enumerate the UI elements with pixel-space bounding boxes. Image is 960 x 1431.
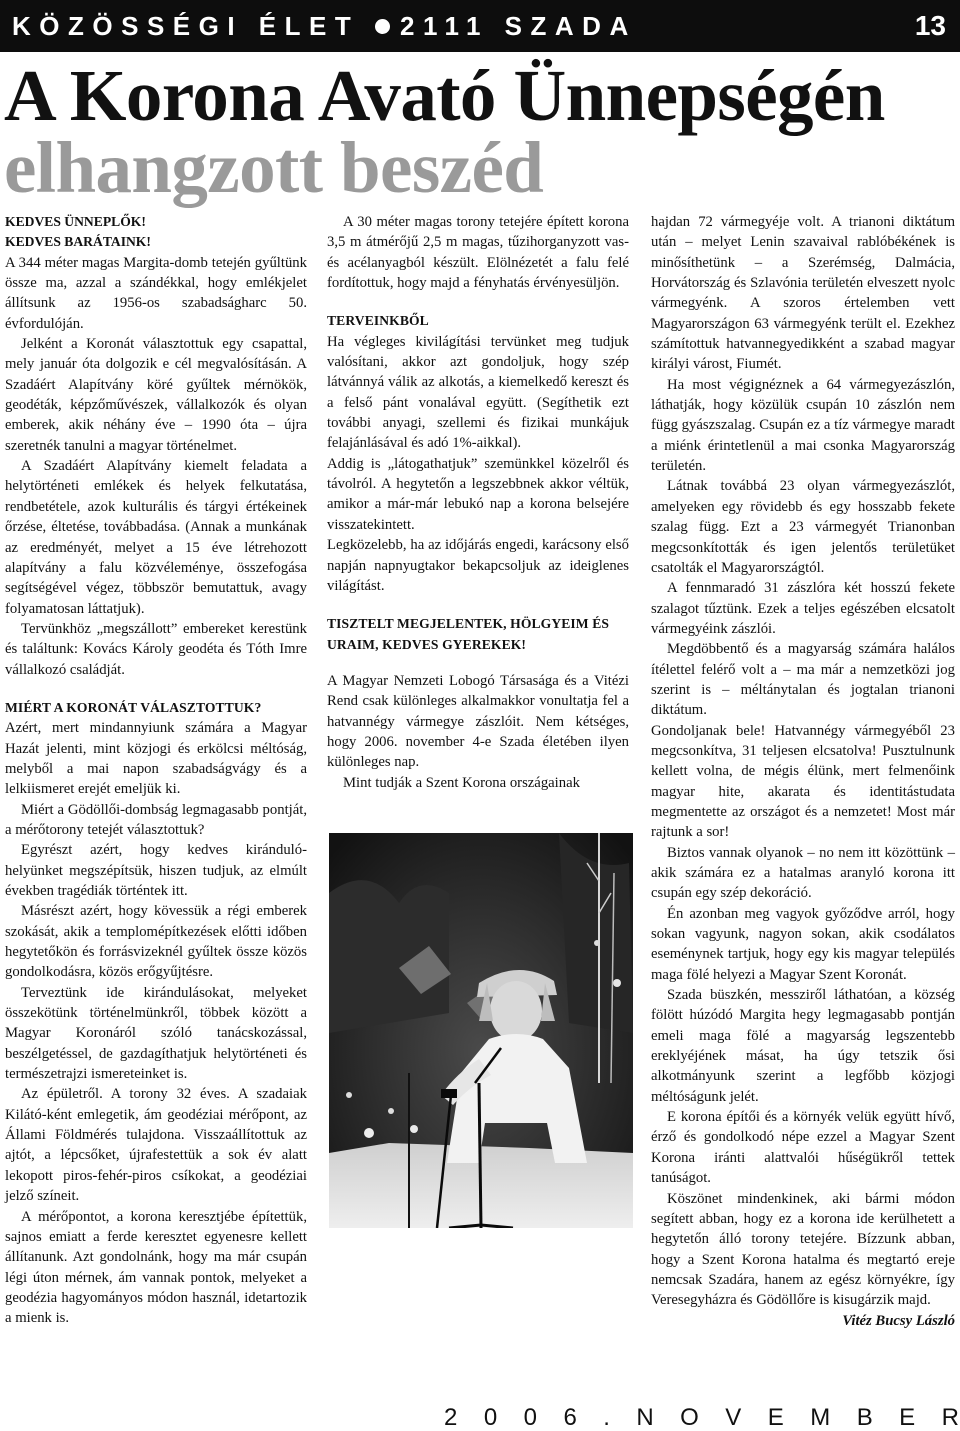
event-photo [329, 833, 633, 1228]
paragraph: A fennmaradó 31 zászlóra két hosszú fekete szalagot tűztünk. Ezek a teljes egészében elcsatolt vármegyéink zászlói. [651, 580, 955, 637]
section-title [12, 11, 637, 42]
paragraph: Én azonban meg vagyok győződve arról, hogy sokan vagyunk, nagyon sokan, akik csodálatos eseménynek tartjuk, hogy egy kis magyar település maga fölé helyezi a Magyar Szent Koronát. [651, 905, 955, 983]
paragraph: Ha végleges kivilágítási tervünket meg tudjuk valósítani, akkor azt gondoljuk, hogy szép látvánnyá válik az alkotás, a kiemelkedő kereszt és a felső pánt vonalával együtt. (Segíthetik ezt további anyagi, szellemi és fizikai munkájuk felajánlásával és adó 1%-aikkal). [327, 333, 629, 452]
date-char: B [856, 1404, 873, 1431]
date-char: O [680, 1404, 699, 1431]
paragraph: Addig is „látogathatjuk” szemünkkel közelről és távolról. A hegytetőn a legszebbnek akkor véltük, amikor a már-már lebukó nap a korona belsejére visszatekintett. [327, 455, 629, 533]
paragraph: Mint tudják a Szent Korona országainak [343, 774, 580, 791]
date-char: 0 [523, 1404, 537, 1431]
paragraph: Köszönet mindenkinek, aki bármi módon segített abban, hogy ez a korona ide kerülhetett a hegytetőn álló torony tetejére. Bízzunk abban, hogy a Szent Korona hatalma és megtartó ereje nemcsak Szadára, hanem az egész környékre, így Veresegyházra és Gödöllőre is kisugárzik majd. [651, 1190, 955, 1309]
bullet-icon [375, 19, 390, 34]
paragraph: Azért, mert mindannyiunk számára a Magyar Hazát jelenti, mint közjogi és erkölcsi méltóság, melyből a mai napon szabadságvágy és a lelkiismeret erejét emeljük ki. [5, 720, 307, 798]
article-column-2 [327, 212, 629, 793]
paragraph: hajdan 72 vármegyéje volt. A trianoni diktátum után – melyet Lenin szavaival rablóbékének is minősíthetünk – a Szerémség, Dalmácia, Horvátország és Szlavónia területén elveszett nyolc vármegyénk. A szoros értelemben vett Magyarországon 63 vármegyénk terült el. Ezekhez számítottuk hatvannegyedikként a szabad magyar királyi várost, Fiumét. [651, 214, 955, 373]
paragraph: Terveztünk ide kirándulásokat, melyeket összekötünk történelmünkről, többek között a Magyar Koronáról szóló tanácskozással, beszélgetéssel, de gazdagíthatjuk helytörténeti és természetrajzi ismereteinket is. [5, 984, 307, 1083]
section-header-bar [0, 0, 960, 52]
date-char: E [899, 1404, 916, 1431]
paragraph: E korona építői és a környék velük együtt hívő, érző és gondolkodó népe ezzel a Magyar Szent Korona iránti alattvalói hűségükről tettek tanúságot. [651, 1109, 955, 1187]
headline-line-1: A Korona Avató Ünnepségén [4, 55, 885, 136]
paragraph: A 30 méter magas torony tetejére épített korona 3,5 m átmérőjű 2,5 m magas, tűzihorganyzott vas- és acélanyagból készült. Elölnézetét a falu felé fordítottuk, hogy majd a fényhatás érvényesüljön. [327, 214, 629, 292]
paragraph: Biztos vannak olyanok – no nem itt közöttünk – akik számára ez a hatalmas aranyló korona itt csupán egy szép dekoráció. [651, 844, 955, 902]
date-char: 2 [444, 1404, 458, 1431]
date-char: R [941, 1404, 959, 1431]
date-char: M [810, 1404, 831, 1431]
date-char: 0 [483, 1404, 498, 1431]
date-char: N [636, 1404, 654, 1431]
paragraph: A 344 méter magas Margita-domb tetején gyűltünk össze ma, azzal a szándékkal, hogy emlékjelet állítsunk az 1956-os szabadságharc 50. évfordulóján. [5, 254, 307, 332]
paragraph: Megdöbbentő és a magyarság számára halálos ítélettel felérő volt a – ma már a nemzetközi jog szerint is – méltánytalan és jogtalan trianoni diktátum. [651, 641, 955, 719]
author-signature: Vitéz Bucsy László [842, 1312, 955, 1329]
subheading: MIÉRT A KORONÁT VÁLASZTOTTUK? [5, 699, 262, 715]
paragraph: Tervünkhöz „megszállott” embereket kerestünk és találtunk: Kovács Károly geodéta és Tóth Imre vállalkozó családját. [5, 620, 307, 678]
date-char: V [725, 1404, 742, 1431]
paragraph: Gondoljanak bele! Hatvannégy vármegyéből 23 megcsonkítva, 31 teljesen elcsatolva! Pusztulnunk kellett volna, de mégis élünk, mert felmenőink magyar hite, akarata és identitástudata megmentette az országot és a nemzetet! Most már rajtunk a sor! [651, 722, 955, 841]
paragraph: A mérőpontot, a korona keresztjébe építettük, sajnos emiatt a ferde keresztet egyenesre kellett állítanunk. Azt gondolnánk, hogy ma már csupán légi úton mérnek, ám vannak pontok, melyeket a geodézia hagyományos módon használ, idetartozik a mienk is. [5, 1208, 307, 1327]
paragraph: Miért a Gödöllői-dombság legmagasabb pontját, a mérőtorony tetejét választottuk? [5, 801, 307, 838]
paragraph: Másrészt azért, hogy kövessük a régi emberek szokását, akik a templomépítkezések előtti időben hegytetőkön és forrásvizeknél gyűltek össze közös gondolkodásra, közös erőgyűjtésre. [5, 903, 307, 981]
subheading: TERVEINKBŐL [327, 313, 429, 329]
paragraph: Szada büszkén, messziről láthatóan, a község fölött húzódó Margita hegy legmagasabb pontján emeli maga fölé a magyarság legszentebb ereklyéjének másat, ha úgy tetszik ősi alkotmányunk szerint a legfőbb közjogi méltóságunk jelét. [651, 987, 955, 1105]
paragraph: Legközelebb, ha az időjárás engedi, karácsony első napján napnyugtakor bekapcsoljuk az ideiglenes világítást. [327, 537, 629, 594]
date-char: . [603, 1404, 610, 1431]
date-char: 6 [563, 1404, 577, 1431]
paragraph: Látnak továbbá 23 olyan vármegyezászlót, amelyeken egy rövidebb és egy hosszabb fekete szalag függ. Ezt a 23 vármegyét Trianonban megcsonkították és igen jelentős területüket csatolták el Magyarországtól. [651, 478, 955, 576]
speaker-at-microphone-photo [329, 833, 633, 1228]
greeting-line: KEDVES ÜNNEPLŐK! [5, 214, 146, 229]
article-column-1 [5, 212, 307, 1329]
town-name: 2111 SZADA [399, 10, 637, 41]
paragraph: Az épületről. A torony 32 éves. A szadaiak Kilátó-ként emlegetik, ám geodéziai mérőpont, az Állami Földmérés tulajdona. Visszaállítottuk az ajtót, a lépcsőket, újrafestettük a sok év alatt lekopott piros-fehér-piros csíkokat, a geodéziai jelző színeit. [5, 1086, 307, 1205]
paragraph: A Szadáért Alapítvány kiemelt feladata a helytörténeti emlékek és helyek felkutatása, rendbetétele, azok kulturális és tárgyi értékeinek őrzése, éltetése, továbbadása. (Annak a munkának az eredményét, melyet a 15 éve létrehozott alapítvány a falu közvéleménye, összefogása segítségével végez, többször bemutattuk, avagy folyamatosan láttatjuk). [5, 458, 307, 617]
page-number: 13 [914, 10, 946, 41]
issue-date [444, 1404, 959, 1431]
paragraph: Ha most végignéznek a 64 vármegyezászlón, láthatják, hogy közülük csupán 10 zászlón nem függ gyászszalag. Csupán ez a tíz vármegye maradt a miénk érintetlenül a mai csonka Magyarország területén. [651, 376, 955, 475]
greeting-line: KEDVES BARÁTAINK! [5, 234, 151, 250]
article-column-3 [651, 212, 955, 1331]
headline-line-2: elhangzott beszéd [4, 127, 544, 208]
paragraph: Egyrészt azért, hogy kedves kiránduló-helyünket megszépítsük, hiszen tudjuk, az elmúlt években tragédiák történtek itt. [5, 842, 307, 899]
section-name: KÖZÖSSÉGI ÉLET [12, 10, 360, 41]
paragraph: A Magyar Nemzeti Lobogó Társasága és a Vitézi Rend csak különleges alkalmakkor vonultatja fel a hatvannégy vármegye zászlóit. Nem kétséges, hogy 2006. november 4-e Szada életében ilyen különleges nap. [327, 672, 629, 771]
article-headline [4, 55, 954, 208]
date-char: E [767, 1404, 784, 1431]
paragraph: Jelként a Koronát választottuk egy csapattal, mely január óta dolgozik e cél megvalósításán. A Szadáért Alapítvány köré gyűltek mérnökök, geodéták, képzőművészek, vállalkozók és olyan emberek, akik néhány éve – 1990 óta – újra szeretnék tanulni a magyar történelmet. [5, 336, 307, 454]
subheading: TISZTELT MEGJELENTEK, HÖLGYEIM ÉS URAIM, KEDVES GYEREKEK! [327, 616, 610, 652]
